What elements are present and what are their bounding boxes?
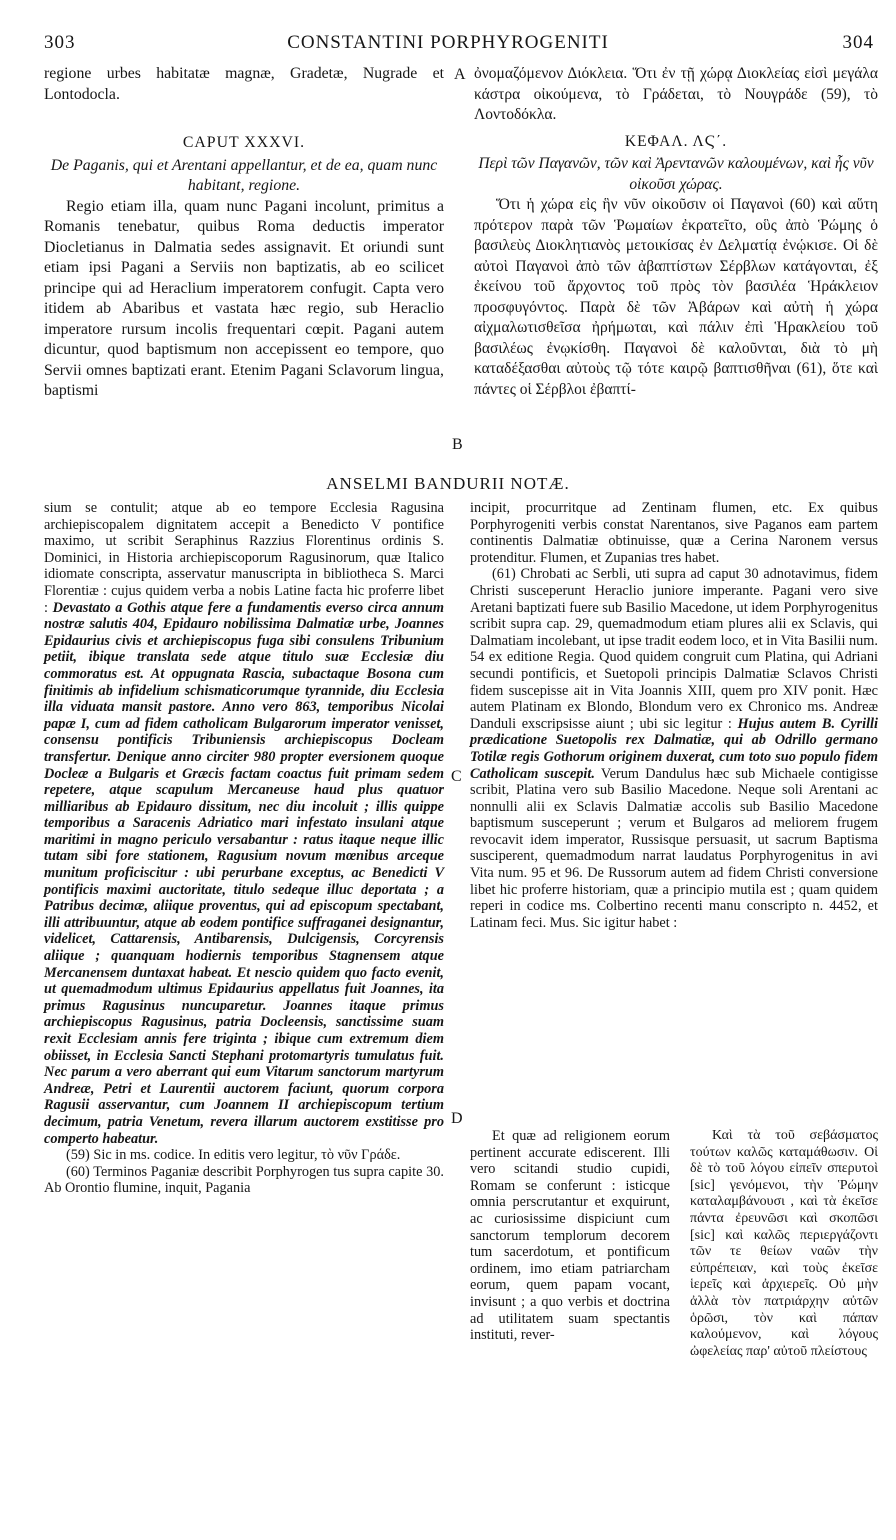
note-60-continued: incipit, procurritque ad Zentinam flumen, etc. Ex quibus Porphyrogeniti verbis constat Narentanos, sive Paganos eam partem continentis Dalmatiæ obtinuisse, quæ a Cerina Naronem versus protenditur. Flumen, et Zupanias tres habet. [470,500,878,566]
narrative-greek-column [690,1128,878,1360]
greek-main-column [474,64,878,400]
page-number-right: 304 [842,32,874,53]
latin-main-column [44,64,444,402]
narrative-latin-text: Et quæ ad religionem eorum pertinent accurate ediscerent. Illi vero scitandi studio cupidi, Romam se conferunt : isticque omnia perscrutantur et exquirunt, ac curiosissime dispiciunt cum sanctorum templorum decorem tum sacerdotum, et pontificum ordinem, imo etiam patriarcham eorum, quem papam vocant, invisunt ; a quo verbis et doctrina ad utilitatem suam spectantis instituti, rever- [470,1128,670,1344]
notes-heading: ANSELMI BANDURII NOTÆ. [326,474,570,493]
latin-body-text: Regio etiam illa, quam nunc Pagani incolunt, primitus a Romanis tenebatur, quibus Roma deductis imperator Diocletianus in Dalmatia sedes assignavit. Et oriundi sunt etiam ipsi Pagani a Serviis non baptizatis, ab eo scilicet principe qui ad Heraclium imperatorem confugit. Capta vero itidem ab Abaribus et vastata hæc regio, sub Heraclio imperatore rursum incolis frequentari cœpit. Pagani autem dicuntur, quod baptismum non accepissent eo tempore, quo Servii omnes baptizati erant. Etenim Pagani Sclavorum lingua, baptismi [44,197,444,399]
running-title: CONSTANTINI PORPHYROGENITI [287,32,609,53]
greek-intro: ὀνομαζόμενον Διόκλεια. Ὅτι ἐν τῇ χώρᾳ Διοκλείας εἰσὶ μεγάλα κάστρα οἰκούμενα, τὸ Γράδεται, τὸ Νουγράδε (59), τὸ Λοντοδόκλα. [474,65,878,123]
note-left-intro: sium se contulit; atque ab eo tempore Ecclesia Ragusina archiepiscopalem dignitatem accepit a Benedicto V pontifice maximo, ut scribit Seraphinus Razzius Florentinus ordinis S. Dominici, in Historia archiepiscoporum Ragusinorum, quæ Italico idiomate conscripta, asservatur manuscripta in bibliotheca S. Marci Florentiæ : cujus quidem verba a nobis Latine facta hic proferre libet : [44,500,444,616]
note-left-text [44,500,444,1147]
greek-chapter-heading: ΚΕΦΑΛ. ΛϚ΄. [624,132,728,150]
note-60: (60) Terminos Paganiæ describit Porphyrogen tus supra capite 30. Ab Orontio flumine, inquit, Pagania [44,1163,444,1197]
note-59: (59) Sic in ms. codice. In editis vero legitur, τὸ νῦν Γράδε. [66,1147,401,1164]
margin-letter-d: D [451,1110,463,1127]
note-61-quotation: Hujus autem B. Cyrilli prædicatione Suetopolis rex Dalmatiæ, qui ab Odrillo germano Totilæ regis Gothorum originem duxerat, cum toto suo populo fidem Catholicam suscepit. [470,715,879,782]
latin-chapter-title: De Paganis, qui et Arentani appellantur, et de ea, quam nunc habitant, regione. [50,156,438,194]
narrative-greek-text: Καὶ τὰ τοῦ σεβάσματος τούτων καλῶς καταμάθωσιν. Οἱ δὲ τὸ τοῦ λόγου εἰπεῖν σπερυτοὶ [sic] γενόμενοι, τὴν Ῥώμην καταλαμβάνουσι , καὶ τὰ ἐκεῖσε πάντα ἐρευνῶσι καὶ σκοπῶσι [sic] καὶ καλῶς περιεργάζοντι τῶν τε θείων ναῶν τὴν εὐπρέπειαν, καὶ τοὺς ἐκεῖσε ἱερεῖς καὶ ἀρχιερεῖς. Οὐ μὴν ἀλλὰ τὸν πατριάρχην αὐτῶν ὁρῶσι, τὸν καὶ πάπαν καλούμενον, καὶ λόγους ὠφελείας παρ' αὐτοῦ πλείστους [690,1128,878,1359]
margin-letter-a: A [454,66,466,83]
page-number-left: 303 [44,32,76,53]
margin-letter-b: B [452,436,463,453]
notes-right-column [470,500,878,931]
note-61 [470,566,878,931]
latin-chapter-heading: CAPUT XXXVI. [182,134,306,151]
greek-body-text: Ὅτι ἡ χώρα εἰς ἣν νῦν οἰκοῦσιν οἱ Παγανοὶ (60) καὶ αὕτη πρότερον παρὰ τῶν Ῥωμαίων ἐκρατεῖτο, οὓς ἀπὸ Ῥώμης ὁ βασιλεὺς Διοκλητιανὸς μετοικίσας ἐν Δελματίᾳ ἐνῴκισε. Οἱ δὲ αὐτοὶ Παγανοὶ ἀπὸ τῶν ἀβαπτίστων Σέρβλων κατάγονται, ἐξ ἐκείνου τοῦ ἄρχοντος τοῦ πρὸς τὸν βασιλέα Ἡράκλειον προσφυγόντος. Παρὰ δὲ τῶν Ἀβάρων καὶ αὐτὴ ἡ χώρα αἰχμαλωτισθεῖσα ἠρήμωται, καὶ πάλιν ἐπὶ Ἡρακλείου τοῦ βασιλέως ἐνῳκίσθη. Παγανοὶ δὲ καλοῦνται, διὰ τὸ μὴ καταδέξασθαι αὐτοὺς τῷ τότε καιρῷ βαπτισθῆναι (61), ὅτε καὶ πάντες οἱ Σέρβλοι ἐβαπτί- [474,196,878,398]
note-left-quotation: Devastato a Gothis atque fere a fundamentis everso circa annum nostræ salutis 404, Epidauro nobilissima Dalmatiæ urbe, Joannes Epidaurius civis et archiepiscopus fuga sibi consulens Tribunium petiit, ibique translata sede atque titulo suæ Ecclesiæ diu commoratus est. At oppugnata Rascia, subactaque Bosona cum finitimis ab infidelium schismaticorumque tyrannide, diu Ecclesia illa viduata mansit pastore. Anno vero 863, temporibus Nicolai papæ I, cum ad fidem catholicam Bulgarorum imperator venisset, consensu pontificis Tribuniensis archiepiscopus Docleam transfertur. Denique anno circiter 980 propter eversionem quoque Docleæ a Bulgaris et Græcis factam coactus fuit primam sedem repetere, atque scapulum Mercaneuse haud plus quatuor milliaribus ab Epidauro dissitum, nec diu incoluit ; illis quippe temporibus a Saracenis Adriatico mari infestato insulani atque maritimi in magno periculo versabantur : ratus itaque neque illic tutam sibi fore stationem, Ragusium novum mœnibus arceque munitum proficiscitur : ubi perurbane exceptus, ac Benedicti V pontificis maximi auctoritate, titulo sedeque illuc deportata ; a Patribus decimæ, aliique proventus, qui ad episcopum spectabant, illi attribuuntur, atque ab eodem pontifice suffraganei designantur, videlicet, Cattarensis, Antibarensis, Dulcigensis, Corcyrensis aliique ; quanquam hodiernis temporibus Stagnensem atque Mercanensem duntaxat habeat. Et nescio quidem quo facto evenit, ut quemadmodum ultimus Epidaurius appellatus fuit Joannes, ita primus Ragusinus nuncuparetur. Joannes itaque primus archiepiscopus Ragusinus, patria Docleensis, sanctissime suam rexit Ecclesiam annis fere triginta ; ibique cum extremum diem obiisset, in Ecclesia Sancti Stephani protomartyris tumulatus fuit. Nec parum a vero aberrant qui eum Vitarum sanctorum martyrum Andreæ, Petri et Laurentii auctorem faciunt, quorum corpora Ragusii asservantur, cum Joannem II archiepiscopum tertium decimum, patria Venetum, revera illarum auctorem exstitisse pro comperto habeatur. [44,599,444,1147]
latin-intro: regione urbes habitatæ magnæ, Gradetæ, Nugrade et Lontodocla. [44,65,444,103]
margin-letter-c: C [451,768,462,785]
note-61-continued: Verum Dandulus hæc sub Michaele contigisse scribit, Platina vero sub Basilio Macedone. Neque soli Arentani ac nonnulli alii ex Sclavis Dalmatiæ accolis sub Basilio Macedone baptismum susceperunt ; verum et Bulgaros ad meliorem frugem revocavit idem imperator, Russisque persuasit, ut sacrum Baptisma susciperent, quemadmodum narrat laudatus Porphyrogenitus in avi Vita num. 95 et 96. De Russorum autem ad fidem Christi conversione libet hic proferre historiam, quæ a principio mutila est ; quam quidem reperi in codice ms. Colbertino recenti manu conscripto n. 4452, et Latinam feci. Mus. Sic igitur habet : [470,765,879,931]
narrative-latin-column [470,1128,670,1344]
greek-chapter-title: Περὶ τῶν Παγανῶν, τῶν καὶ Ἀρεντανῶν καλουμένων, καὶ ἧς νῦν οἰκοῦσι χώρας. [478,155,874,193]
notes-left-column [44,500,444,1197]
note-61-text: (61) Chrobati ac Serbli, uti supra ad caput 30 adnotavimus, fidem Christi susceperunt Heraclio juniore imperante. Pagani vero sive Aretani baptizati fuere sub Basilio Macedone, ut idem Porphyrogenitus scribit supra cap. 29, quemadmodum etiam plures alii ex Sclavis, qui Dalmatiam incolebant, ut ipse tradit eodem loco, et in Vita Basilii num. 54 ex editione Regia. Quod quidem congruit cum Platina, qui Adriani secundi pontificis, et Suetopoli principis Dalmatiæ Sclavos Christi fidem suscepisse ait in Vita Joannis XIII, quem pro XIV ponit. Hæc autem Platinam ex Blondo, Blondum vero ex Chronico ms. Andreæ Danduli exscripsisse aiunt ; ubi sic legitur : [470,566,878,732]
